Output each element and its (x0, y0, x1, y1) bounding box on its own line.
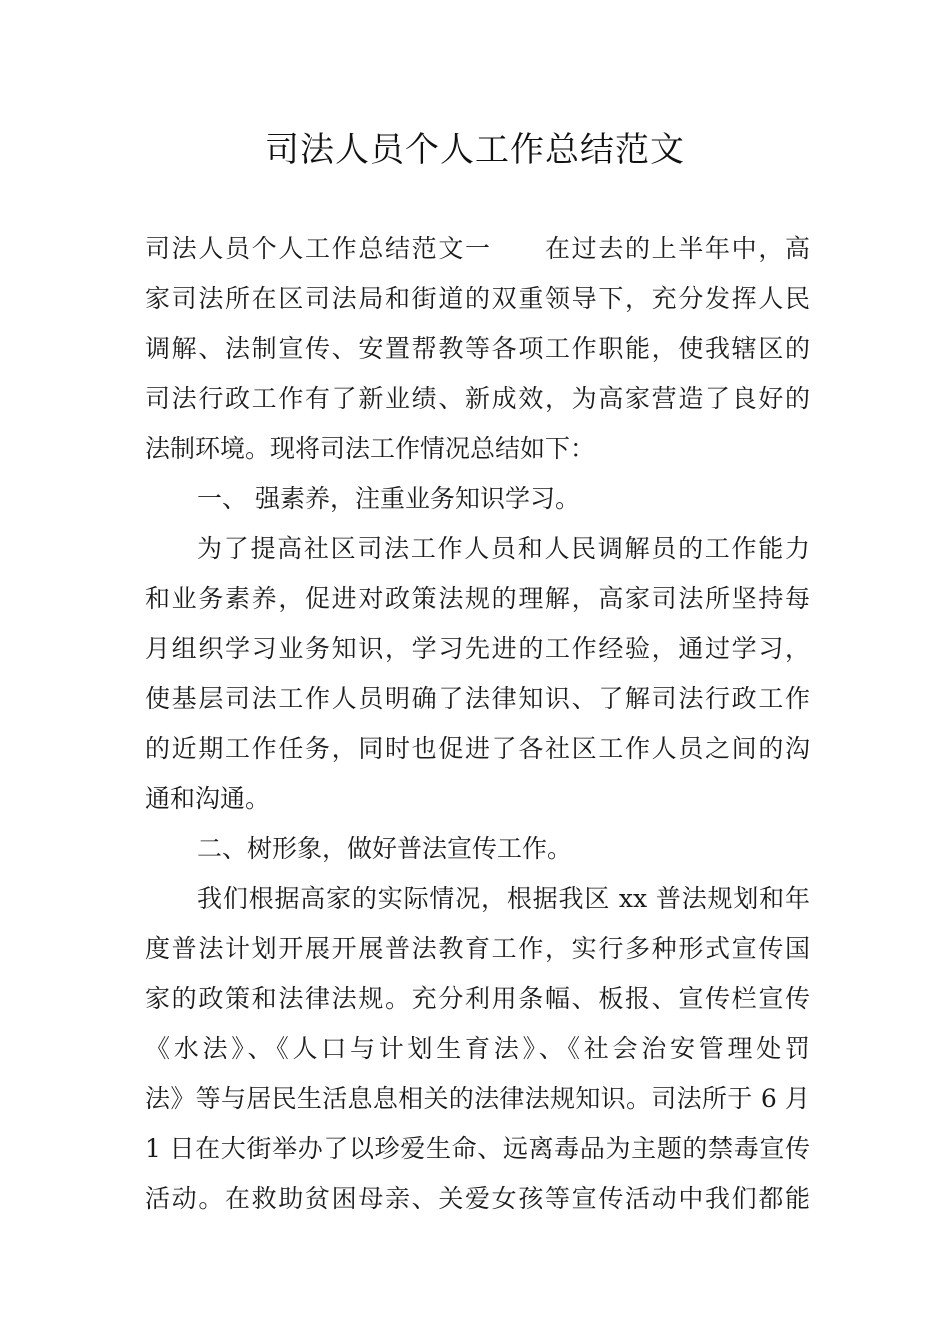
body-line: 活动。在救助贫困母亲、关爱女孩等宣传活动中我们都能 (145, 1184, 810, 1213)
section-heading-1: 一、 强素养，注重业务知识学习。 (197, 484, 580, 513)
body-line: 的近期工作任务，同时也促进了各社区工作人员之间的沟 (145, 734, 810, 763)
body-line: 司法人员个人工作总结范文一 在过去的上半年中，高 (145, 234, 810, 263)
body-line: 度普法计划开展开展普法教育工作，实行多种形式宣传国 (145, 934, 810, 963)
body-line: 1 日在大街举办了以珍爱生命、远离毒品为主题的禁毒宣传 (145, 1134, 810, 1163)
section-heading-2: 二、树形象，做好普法宣传工作。 (197, 834, 573, 863)
body-line: 家司法所在区司法局和街道的双重领导下，充分发挥人民 (145, 284, 810, 313)
document-title: 司法人员个人工作总结范文 (265, 130, 685, 170)
body-line: 为了提高社区司法工作人员和人民调解员的工作能力 (197, 534, 810, 563)
body-line: 家的政策和法律法规。充分利用条幅、板报、宣传栏宣传 (145, 984, 810, 1013)
body-line: 《水法》、《人口与计划生育法》、《社会治安管理处罚 (145, 1034, 810, 1063)
body-line: 我们根据高家的实际情况，根据我区 xx 普法规划和年 (197, 884, 810, 913)
body-line: 月组织学习业务知识，学习先进的工作经验，通过学习， (145, 634, 810, 663)
body-line: 司法行政工作有了新业绩、新成效，为高家营造了良好的 (145, 384, 810, 413)
body-line: 调解、法制宣传、安置帮教等各项工作职能，使我辖区的 (145, 334, 810, 363)
body-line: 和业务素养，促进对政策法规的理解，高家司法所坚持每 (145, 584, 810, 613)
body-line: 法制环境。现将司法工作情况总结如下： (145, 434, 596, 463)
body-line: 法》等与居民生活息息相关的法律法规知识。司法所于 6 月 (145, 1084, 810, 1113)
body-line: 使基层司法工作人员明确了法律知识、了解司法行政工作 (145, 684, 810, 713)
body-line: 通和沟通。 (145, 784, 271, 813)
